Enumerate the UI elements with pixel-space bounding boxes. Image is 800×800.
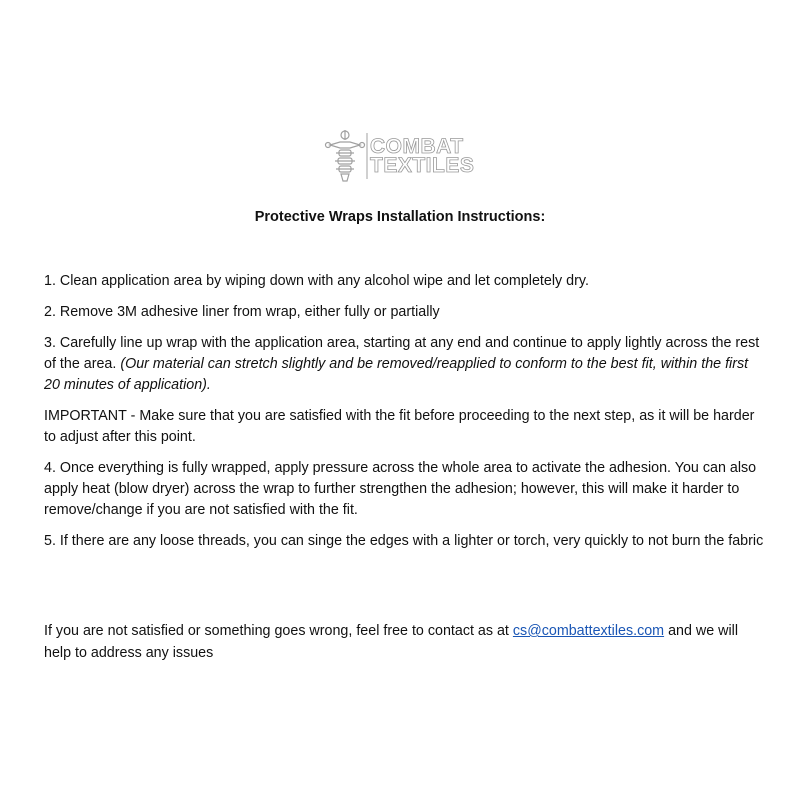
contact-email-link[interactable]: cs@combattextiles.com <box>512 623 665 639</box>
step-3-text: 3. Carefully line up wrap with the application area, starting at any end and continue to apply lightly across the rest of the area. <box>44 335 760 372</box>
company-logo <box>322 128 482 184</box>
combat-textiles-emblem-icon <box>322 129 368 183</box>
logo-text-line2: TEXTILES <box>370 154 475 177</box>
contact-text-before: If you are not satisfied or something goes wrong, feel free to contact as at <box>44 623 509 639</box>
instructions-body <box>44 271 764 562</box>
step-2: 2. Remove 3M adhesive liner from wrap, either fully or partially <box>44 304 440 320</box>
step-3 <box>44 333 764 396</box>
important-notice: IMPORTANT - Make sure that you are satisfied with the fit before proceeding to the next step, as it will be harder to adjust after this point. <box>44 408 755 445</box>
step-1: 1. Clean application area by wiping down with any alcohol wipe and let completely dry. <box>44 273 589 289</box>
step-3-note: (Our material can stretch slightly and be removed/reapplied to conform to the best fit, within the first 20 minutes of application). <box>44 356 749 393</box>
step-4: 4. Once everything is fully wrapped, apply pressure across the whole area to activate the adhesion. You can also apply heat (blow dryer) across the wrap to further strengthen the adhesion; however, this will make it harder to remove/change if you are not satisfied with the fit. <box>44 460 757 518</box>
step-5: 5. If there are any loose threads, you can singe the edges with a lighter or torch, very quickly to not burn the fabric <box>44 533 764 549</box>
contact-text-after: and we will help to address any issues <box>44 623 738 661</box>
document-title: Protective Wraps Installation Instructions: <box>254 209 546 225</box>
contact-paragraph <box>44 620 764 664</box>
logo-text-line1: COMBAT <box>370 135 464 158</box>
